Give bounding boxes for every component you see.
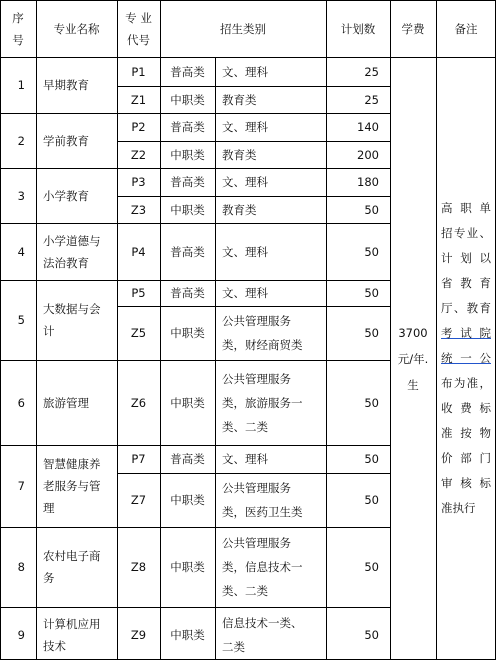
row-major-name-text: 理 <box>43 501 55 515</box>
remark-note-line: 计 划 以 <box>441 250 491 265</box>
row-plan-count <box>327 169 389 195</box>
grid-line-v <box>117 0 118 660</box>
row-subject-category-text: 类、二类 <box>222 419 268 434</box>
row-seq <box>1 114 35 167</box>
row-major-name <box>37 608 116 661</box>
row-code-text: Z6 <box>130 395 147 410</box>
row-admission-type-text: 普高类 <box>170 175 205 189</box>
grid-line-h <box>0 0 496 1</box>
row-admission-type-text: 中职类 <box>170 560 205 574</box>
row-admission-type <box>161 169 214 195</box>
row-code <box>118 87 159 112</box>
header-seq <box>1 1 35 56</box>
row-seq <box>1 361 35 444</box>
row-admission-type-text: 中职类 <box>170 147 205 162</box>
grid-line-h <box>117 141 390 142</box>
grid-line-h <box>117 86 390 87</box>
grid-line-v <box>36 0 37 660</box>
header-plan-text: 计划数 <box>340 21 376 36</box>
header-fee <box>391 1 435 56</box>
grid-line-h <box>0 57 496 58</box>
row-code-text: P5 <box>131 286 146 300</box>
header-code-text: 专 业 <box>125 10 152 25</box>
remark-note-line: 招专业、 <box>441 225 491 240</box>
row-code <box>118 197 159 222</box>
row-major-name <box>37 361 116 444</box>
row-subject-category <box>216 142 325 167</box>
row-code-text: P7 <box>131 452 146 466</box>
row-code-text: Z2 <box>130 147 147 162</box>
row-plan-count <box>327 224 389 279</box>
row-plan-count <box>327 87 389 112</box>
row-major-name <box>37 169 116 222</box>
row-plan-count <box>327 58 389 85</box>
row-code <box>118 114 159 140</box>
row-plan-count <box>327 197 389 222</box>
row-subject-category-text: 二类 <box>222 639 245 654</box>
row-subject-category-text: 公共管理服务 <box>222 371 291 386</box>
row-subject-category <box>216 58 325 85</box>
row-subject-category-text: 公共管理服务 <box>222 481 291 495</box>
row-plan-count-text: 50 <box>364 452 379 466</box>
row-plan-count <box>327 528 389 606</box>
row-seq <box>1 58 35 112</box>
row-subject-category <box>216 224 325 279</box>
row-subject-category <box>216 361 325 444</box>
row-plan-count <box>327 608 389 661</box>
row-major-name-text: 计 <box>43 324 55 338</box>
header-seq-text: 号 <box>12 32 24 47</box>
grid-line-h <box>117 306 390 307</box>
row-code-text: Z5 <box>130 326 147 340</box>
grid-line-h <box>0 168 390 169</box>
row-subject-category-text: 教育类 <box>222 147 257 162</box>
remark-note-line: 厅、教育 <box>441 300 491 315</box>
row-major-name-text: 小学道德与 <box>43 233 101 248</box>
row-admission-type <box>161 608 214 661</box>
row-code-text: P2 <box>131 120 146 134</box>
remark-note-line: 准执行 <box>441 500 476 515</box>
row-major-name <box>37 58 116 112</box>
row-major-name-text: 早期教育 <box>43 78 89 92</box>
row-subject-category-text: 类，医药卫生类 <box>222 505 303 519</box>
row-major-name <box>37 224 116 279</box>
row-code <box>118 58 159 85</box>
tuition-fee-text: 3700 <box>398 325 428 340</box>
row-subject-category <box>216 169 325 195</box>
row-admission-type <box>161 58 214 85</box>
row-plan-count <box>327 361 389 444</box>
row-code <box>118 142 159 167</box>
row-subject-category <box>216 197 325 222</box>
row-plan-count-text: 50 <box>364 627 379 642</box>
grid-line-h <box>0 113 390 114</box>
remark-note-line: 准 按 物 <box>441 425 491 440</box>
row-major-name-text: 大数据与会 <box>43 302 101 316</box>
row-subject-category <box>216 608 325 661</box>
header-plan <box>327 1 389 56</box>
row-major-name-text: 计算机应用 <box>43 616 101 631</box>
grid-line-v <box>0 0 1 660</box>
remark-note-line: 布为准， <box>441 375 491 390</box>
row-major-name-text: 旅游管理 <box>43 395 89 410</box>
row-major-name-text: 技术 <box>43 638 66 653</box>
row-plan-count <box>327 446 389 472</box>
row-seq <box>1 169 35 222</box>
header-seq-text: 序 <box>12 10 24 25</box>
row-seq-text: 1 <box>17 78 25 92</box>
row-seq <box>1 281 35 359</box>
row-major-name-text: 智慧健康养 <box>43 457 101 471</box>
grid-line-h <box>0 223 390 224</box>
row-subject-category-text: 文、理科 <box>222 452 268 466</box>
row-plan-count-text: 50 <box>364 560 379 574</box>
row-major-name-text: 务 <box>43 571 55 585</box>
grid-line-h <box>0 445 390 446</box>
row-plan-count-text: 50 <box>364 202 379 217</box>
row-admission-type <box>161 474 214 526</box>
tuition-fee-text: 元/年. <box>397 351 429 366</box>
header-category <box>161 1 325 56</box>
remark-note-line: 高 职 单 <box>441 200 491 215</box>
row-subject-category <box>216 528 325 606</box>
row-code <box>118 224 159 279</box>
row-admission-type-text: 中职类 <box>170 326 205 340</box>
grid-line-h <box>0 607 390 608</box>
row-subject-category <box>216 307 325 359</box>
row-seq-text: 4 <box>17 244 25 259</box>
row-major-name <box>37 281 116 359</box>
row-subject-category-text: 教育类 <box>222 92 257 107</box>
row-plan-count <box>327 474 389 526</box>
row-code-text: Z7 <box>130 493 147 507</box>
row-major-name-text: 老服务与管 <box>43 479 101 493</box>
row-admission-type <box>161 197 214 222</box>
row-plan-count <box>327 281 389 305</box>
header-major-name <box>37 1 116 56</box>
row-seq-text: 9 <box>17 627 25 642</box>
row-plan-count-text: 140 <box>357 120 379 134</box>
row-admission-type <box>161 307 214 359</box>
row-admission-type-text: 普高类 <box>170 286 205 300</box>
row-plan-count-text: 200 <box>357 147 379 162</box>
row-subject-category-text: 文、理科 <box>222 175 268 189</box>
row-code-text: Z8 <box>130 560 147 574</box>
row-major-name <box>37 114 116 167</box>
row-admission-type <box>161 142 214 167</box>
row-seq-text: 3 <box>17 188 25 203</box>
grid-line-h <box>0 280 390 281</box>
row-subject-category-text: 教育类 <box>222 202 257 217</box>
row-admission-type-text: 中职类 <box>170 202 205 217</box>
header-fee-text: 学费 <box>401 21 425 36</box>
row-plan-count <box>327 142 389 167</box>
row-admission-type-text: 普高类 <box>170 64 205 79</box>
row-plan-count <box>327 307 389 359</box>
row-code <box>118 446 159 472</box>
row-subject-category <box>216 114 325 140</box>
remark-note-line: 审 核 标 <box>441 475 491 490</box>
tuition-fee-text: 生 <box>407 377 419 392</box>
row-plan-count <box>327 114 389 140</box>
remark-note-line: 考 试 院 <box>441 325 491 340</box>
header-category-text: 招生类别 <box>220 21 266 36</box>
row-subject-category-text: 文、理科 <box>222 244 268 259</box>
row-seq-text: 6 <box>17 395 25 410</box>
row-admission-type-text: 普高类 <box>170 244 205 259</box>
remark-note-line: 统 一 公 <box>441 350 491 365</box>
row-code <box>118 361 159 444</box>
row-seq <box>1 608 35 661</box>
row-major-name-text: 法治教育 <box>43 255 89 270</box>
row-admission-type-text: 普高类 <box>170 120 205 134</box>
row-seq <box>1 224 35 279</box>
row-seq <box>1 528 35 606</box>
row-seq <box>1 446 35 526</box>
row-code <box>118 169 159 195</box>
row-major-name-text: 小学教育 <box>43 188 89 203</box>
grid-line-h <box>117 473 390 474</box>
remark-note <box>441 58 491 658</box>
row-plan-count-text: 50 <box>364 395 379 410</box>
row-major-name-text: 学前教育 <box>43 133 89 148</box>
row-plan-count-text: 50 <box>364 244 379 259</box>
grid-line-h <box>0 360 390 361</box>
row-admission-type-text: 普高类 <box>170 452 205 466</box>
row-admission-type <box>161 446 214 472</box>
row-subject-category-text: 类，财经商贸类 <box>222 338 303 352</box>
row-seq-text: 2 <box>17 133 25 148</box>
grid-line-v <box>160 0 161 660</box>
row-admission-type <box>161 281 214 305</box>
row-subject-category-text: 类，信息技术一 <box>222 560 303 574</box>
row-admission-type-text: 中职类 <box>170 627 205 642</box>
grid-line-v <box>436 0 437 660</box>
row-code-text: P1 <box>131 64 146 79</box>
row-code <box>118 474 159 526</box>
row-major-name <box>37 446 116 526</box>
row-admission-type-text: 中职类 <box>170 493 205 507</box>
remark-note-line: 收 费 标 <box>441 400 491 415</box>
row-admission-type-text: 中职类 <box>170 92 205 107</box>
header-code <box>118 1 159 56</box>
row-subject-category <box>216 446 325 472</box>
row-admission-type <box>161 114 214 140</box>
header-remark <box>437 1 495 56</box>
row-seq-text: 5 <box>17 313 25 327</box>
row-code <box>118 307 159 359</box>
row-admission-type <box>161 87 214 112</box>
row-admission-type <box>161 528 214 606</box>
grid-line-v <box>326 0 327 660</box>
row-subject-category-text: 文、理科 <box>222 120 268 134</box>
row-major-name <box>37 528 116 606</box>
row-subject-category-text: 文、理科 <box>222 64 268 79</box>
row-subject-category-text: 公共管理服务 <box>222 536 291 550</box>
row-subject-category-text: 文、理科 <box>222 286 268 300</box>
row-subject-category <box>216 87 325 112</box>
row-subject-category-text: 公共管理服务 <box>222 314 291 328</box>
row-admission-type-text: 中职类 <box>170 395 205 410</box>
row-plan-count-text: 50 <box>364 493 379 507</box>
header-remark-text: 备注 <box>454 21 478 36</box>
row-code-text: P4 <box>131 244 146 259</box>
grid-line-h <box>117 196 390 197</box>
row-plan-count-text: 50 <box>364 326 379 340</box>
row-admission-type <box>161 361 214 444</box>
row-subject-category-text: 类，旅游服务一 <box>222 395 303 410</box>
tuition-fee <box>391 58 435 659</box>
row-seq-text: 8 <box>17 560 25 574</box>
row-code-text: Z3 <box>130 202 147 217</box>
row-code <box>118 608 159 661</box>
grid-line-v <box>215 57 216 660</box>
row-subject-category-text: 类、二类 <box>222 584 268 598</box>
header-code-text: 代号 <box>127 32 150 47</box>
row-plan-count-text: 180 <box>357 175 379 189</box>
row-code-text: P3 <box>131 175 146 189</box>
row-subject-category <box>216 281 325 305</box>
row-seq-text: 7 <box>17 479 25 493</box>
row-subject-category <box>216 474 325 526</box>
row-code <box>118 281 159 305</box>
row-subject-category-text: 信息技术一类、 <box>222 615 303 630</box>
row-plan-count-text: 50 <box>364 286 379 300</box>
header-major-name-text: 专业名称 <box>53 21 100 36</box>
row-major-name-text: 农村电子商 <box>43 549 101 563</box>
grid-line-h <box>0 527 390 528</box>
row-code <box>118 528 159 606</box>
grid-line-v <box>390 0 391 660</box>
row-plan-count-text: 25 <box>364 92 379 107</box>
remark-note-line: 省 教 育 <box>441 275 491 290</box>
row-code-text: Z1 <box>130 92 147 107</box>
remark-note-line: 价 部 门 <box>441 450 491 465</box>
row-plan-count-text: 25 <box>364 64 379 79</box>
row-code-text: Z9 <box>130 627 147 642</box>
row-admission-type <box>161 224 214 279</box>
